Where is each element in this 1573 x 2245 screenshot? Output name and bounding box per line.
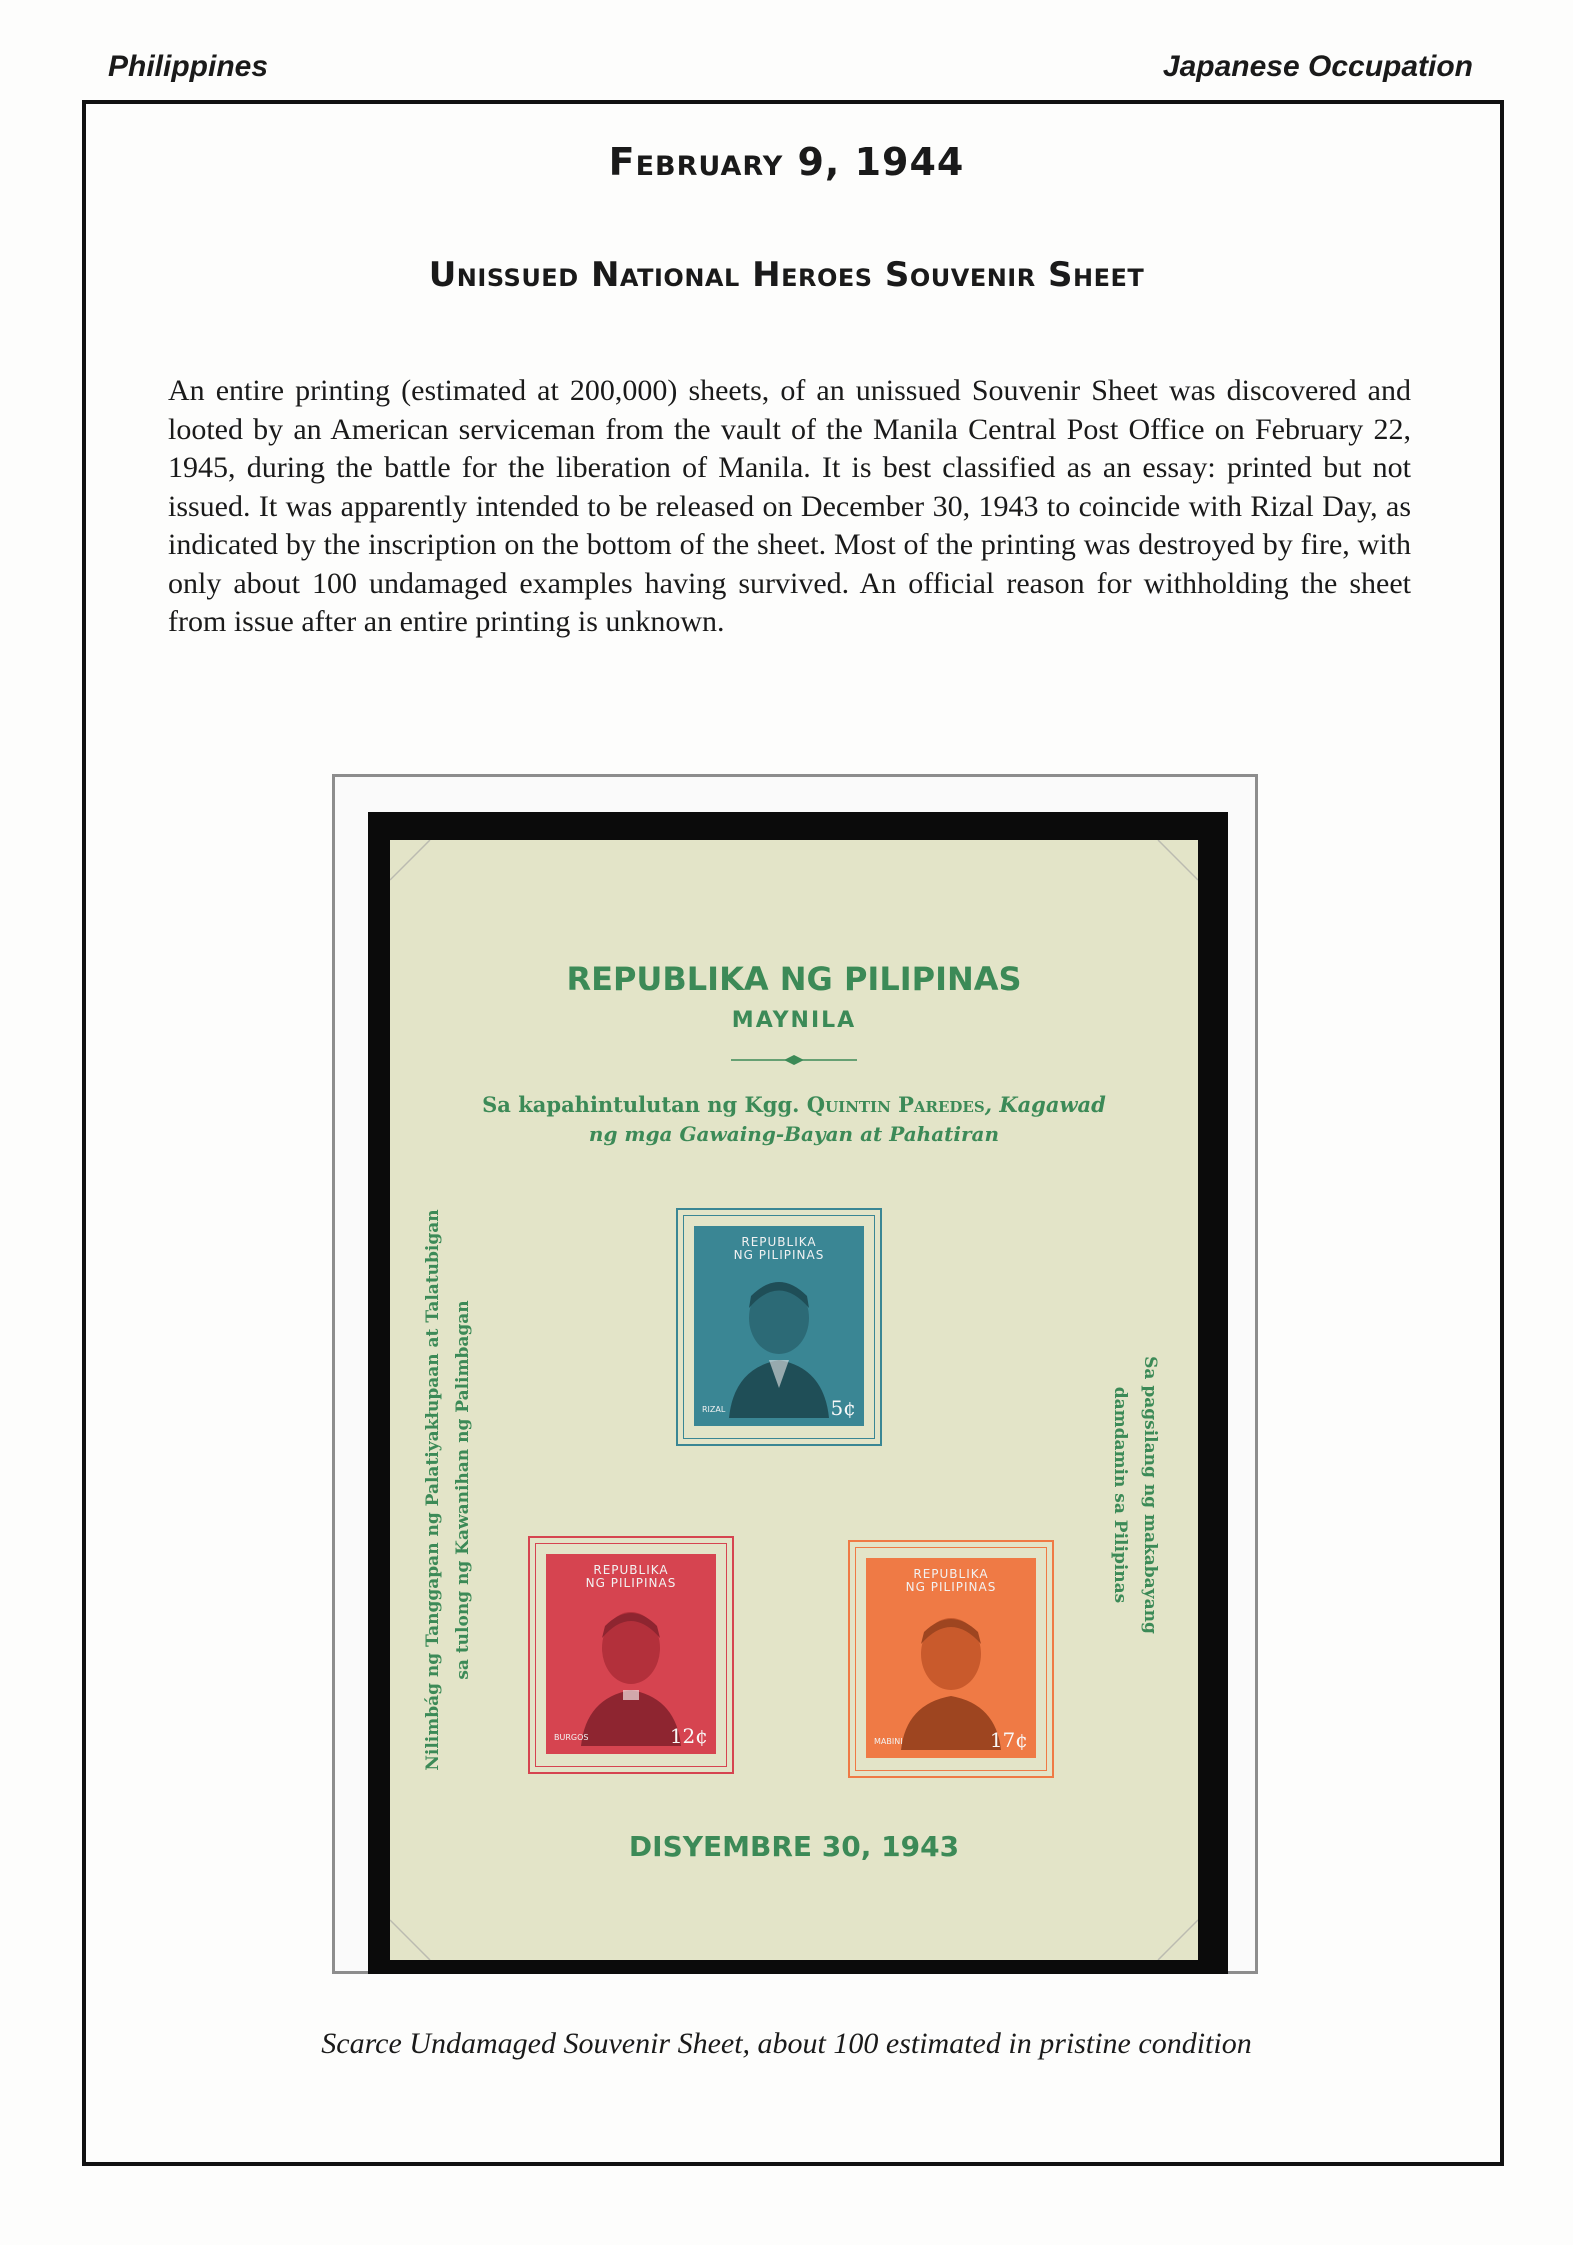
stamp-burgos-header2: NG PILIPINAS <box>585 1576 677 1590</box>
auth-name: Quintin Paredes <box>806 1092 985 1117</box>
header-period: Japanese Occupation <box>1162 50 1473 83</box>
right-text-line1: Sa pagsilang ng makabayang <box>1140 1356 1160 1634</box>
stamp-burgos-name: BURGOS <box>554 1733 589 1742</box>
sheet-authorization-line2: ng mga Gawaing-Bayan at Pahatiran <box>588 1122 1000 1146</box>
stamp-rizal-header1: REPUBLIKA <box>741 1235 817 1249</box>
sheet-maynila: MAYNILA <box>731 1008 857 1033</box>
mount-corners-icon <box>390 840 1198 1960</box>
stamp-burgos-value: 12¢ <box>669 1724 708 1748</box>
stamp-rizal-header2: NG PILIPINAS <box>733 1248 825 1262</box>
souvenir-sheet <box>390 840 1198 1960</box>
stamp-mabini-header1: REPUBLIKA <box>913 1567 989 1581</box>
stamp-burgos-header1: REPUBLIKA <box>593 1563 669 1577</box>
sheet-republika-heading: REPUBLIKA NG PILIPINAS <box>566 960 1022 998</box>
stamp-mabini-header2: NG PILIPINAS <box>905 1580 997 1594</box>
left-text-line2: sa tulong ng Kawanihan ng Palimbagan <box>453 1300 473 1680</box>
stamp-mabini-name: MABINI <box>874 1737 903 1746</box>
right-text-line2: damdamin sa Pilipinas <box>1110 1386 1130 1604</box>
auth-text-c: , Kagawad <box>984 1092 1106 1117</box>
page-title: February 9, 1944 <box>608 140 965 184</box>
stamp-rizal-value: 5¢ <box>830 1396 856 1420</box>
header-country: Philippines <box>108 50 269 83</box>
left-text-line1: Nilimbág ng Tanggapan ng Palatiyakłupaan at Talatubigan <box>423 1209 443 1771</box>
auth-text-a: Sa kapahintulutan ng Kgg. <box>482 1092 807 1117</box>
sheet-caption: Scarce Undamaged Souvenir Sheet, about 100 estimated in pristine condition <box>321 2027 1252 2060</box>
stamp-mabini-value: 17¢ <box>989 1728 1028 1752</box>
stamp-rizal-name: RIZAL <box>702 1405 726 1414</box>
sheet-date: DISYEMBRE 30, 1943 <box>628 1830 960 1863</box>
description-paragraph: An entire printing (estimated at 200,000) sheets, of an unissued Souvenir Sheet was discovered and looted by an American serviceman from the vault of the Manila Central Post Office on February 22, 1945, during the battle for the liberation of Manila. It is best classified as an essay: printed but not issued. It was apparently intended to be released on December 30, 1943 to coincide with Rizal Day, as indicated by the inscription on the bottom of the sheet. Most of the printing was destroyed by fire, with only about 100 undamaged examples having survived. An official reason for withholding the sheet from issue after an entire printing is unknown. <box>168 374 1411 638</box>
page-subtitle: Unissued National Heroes Souvenir Sheet <box>428 255 1145 295</box>
